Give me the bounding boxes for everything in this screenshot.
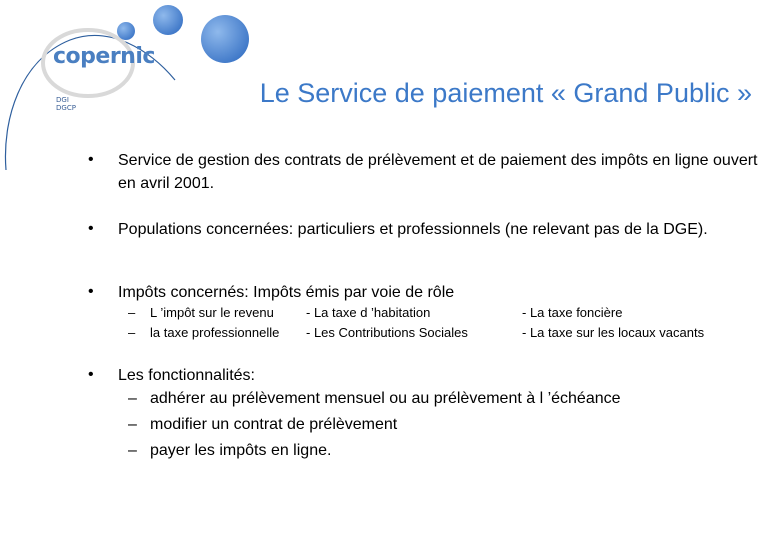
feature-dash: –	[128, 416, 137, 433]
logo-org-dgi: DGI	[56, 96, 69, 104]
tax-vacant-premises: - La taxe sur les locaux vacants	[522, 325, 705, 340]
bullet-populations: Populations concernées: particuliers et professionnels (ne relevant pas de la DGE).	[118, 221, 708, 238]
large-circle-icon	[201, 15, 249, 63]
feature-item: modifier un contrat de prélèvement	[150, 416, 398, 433]
feature-dash: –	[128, 442, 137, 459]
sub-dash: –	[128, 305, 136, 320]
feature-dash: –	[128, 390, 137, 407]
tax-income: L ’impôt sur le revenu	[150, 305, 274, 320]
tax-housing: - La taxe d ’habitation	[306, 305, 431, 320]
small-circle-icon	[117, 22, 135, 40]
slide-title: Le Service de paiement « Grand Public »	[259, 78, 752, 108]
sub-dash: –	[128, 325, 136, 340]
tax-property: - La taxe foncière	[522, 305, 623, 320]
bullet-marker: •	[88, 283, 94, 300]
bullet-marker: •	[88, 151, 94, 168]
medium-circle-icon	[153, 5, 183, 35]
bullet-marker: •	[88, 366, 94, 383]
tax-professional: la taxe professionnelle	[150, 325, 280, 340]
tax-social-contributions: - Les Contributions Sociales	[306, 325, 468, 340]
bullet-marker: •	[88, 220, 94, 237]
feature-item: adhérer au prélèvement mensuel ou au prélèvement à l ’échéance	[150, 390, 621, 407]
bullet-service-description: Service de gestion des contrats de prélèvement et de paiement des impôts en ligne ouvert en avril 2001.	[118, 152, 758, 192]
bullet-features: Les fonctionnalités:	[118, 367, 255, 384]
bullet-taxes-concerned: Impôts concernés: Impôts émis par voie de rôle	[118, 284, 455, 301]
feature-item: payer les impôts en ligne.	[150, 442, 332, 459]
logo-wordmark: copernic	[53, 44, 155, 69]
logo-org-dgcp: DGCP	[56, 104, 76, 112]
